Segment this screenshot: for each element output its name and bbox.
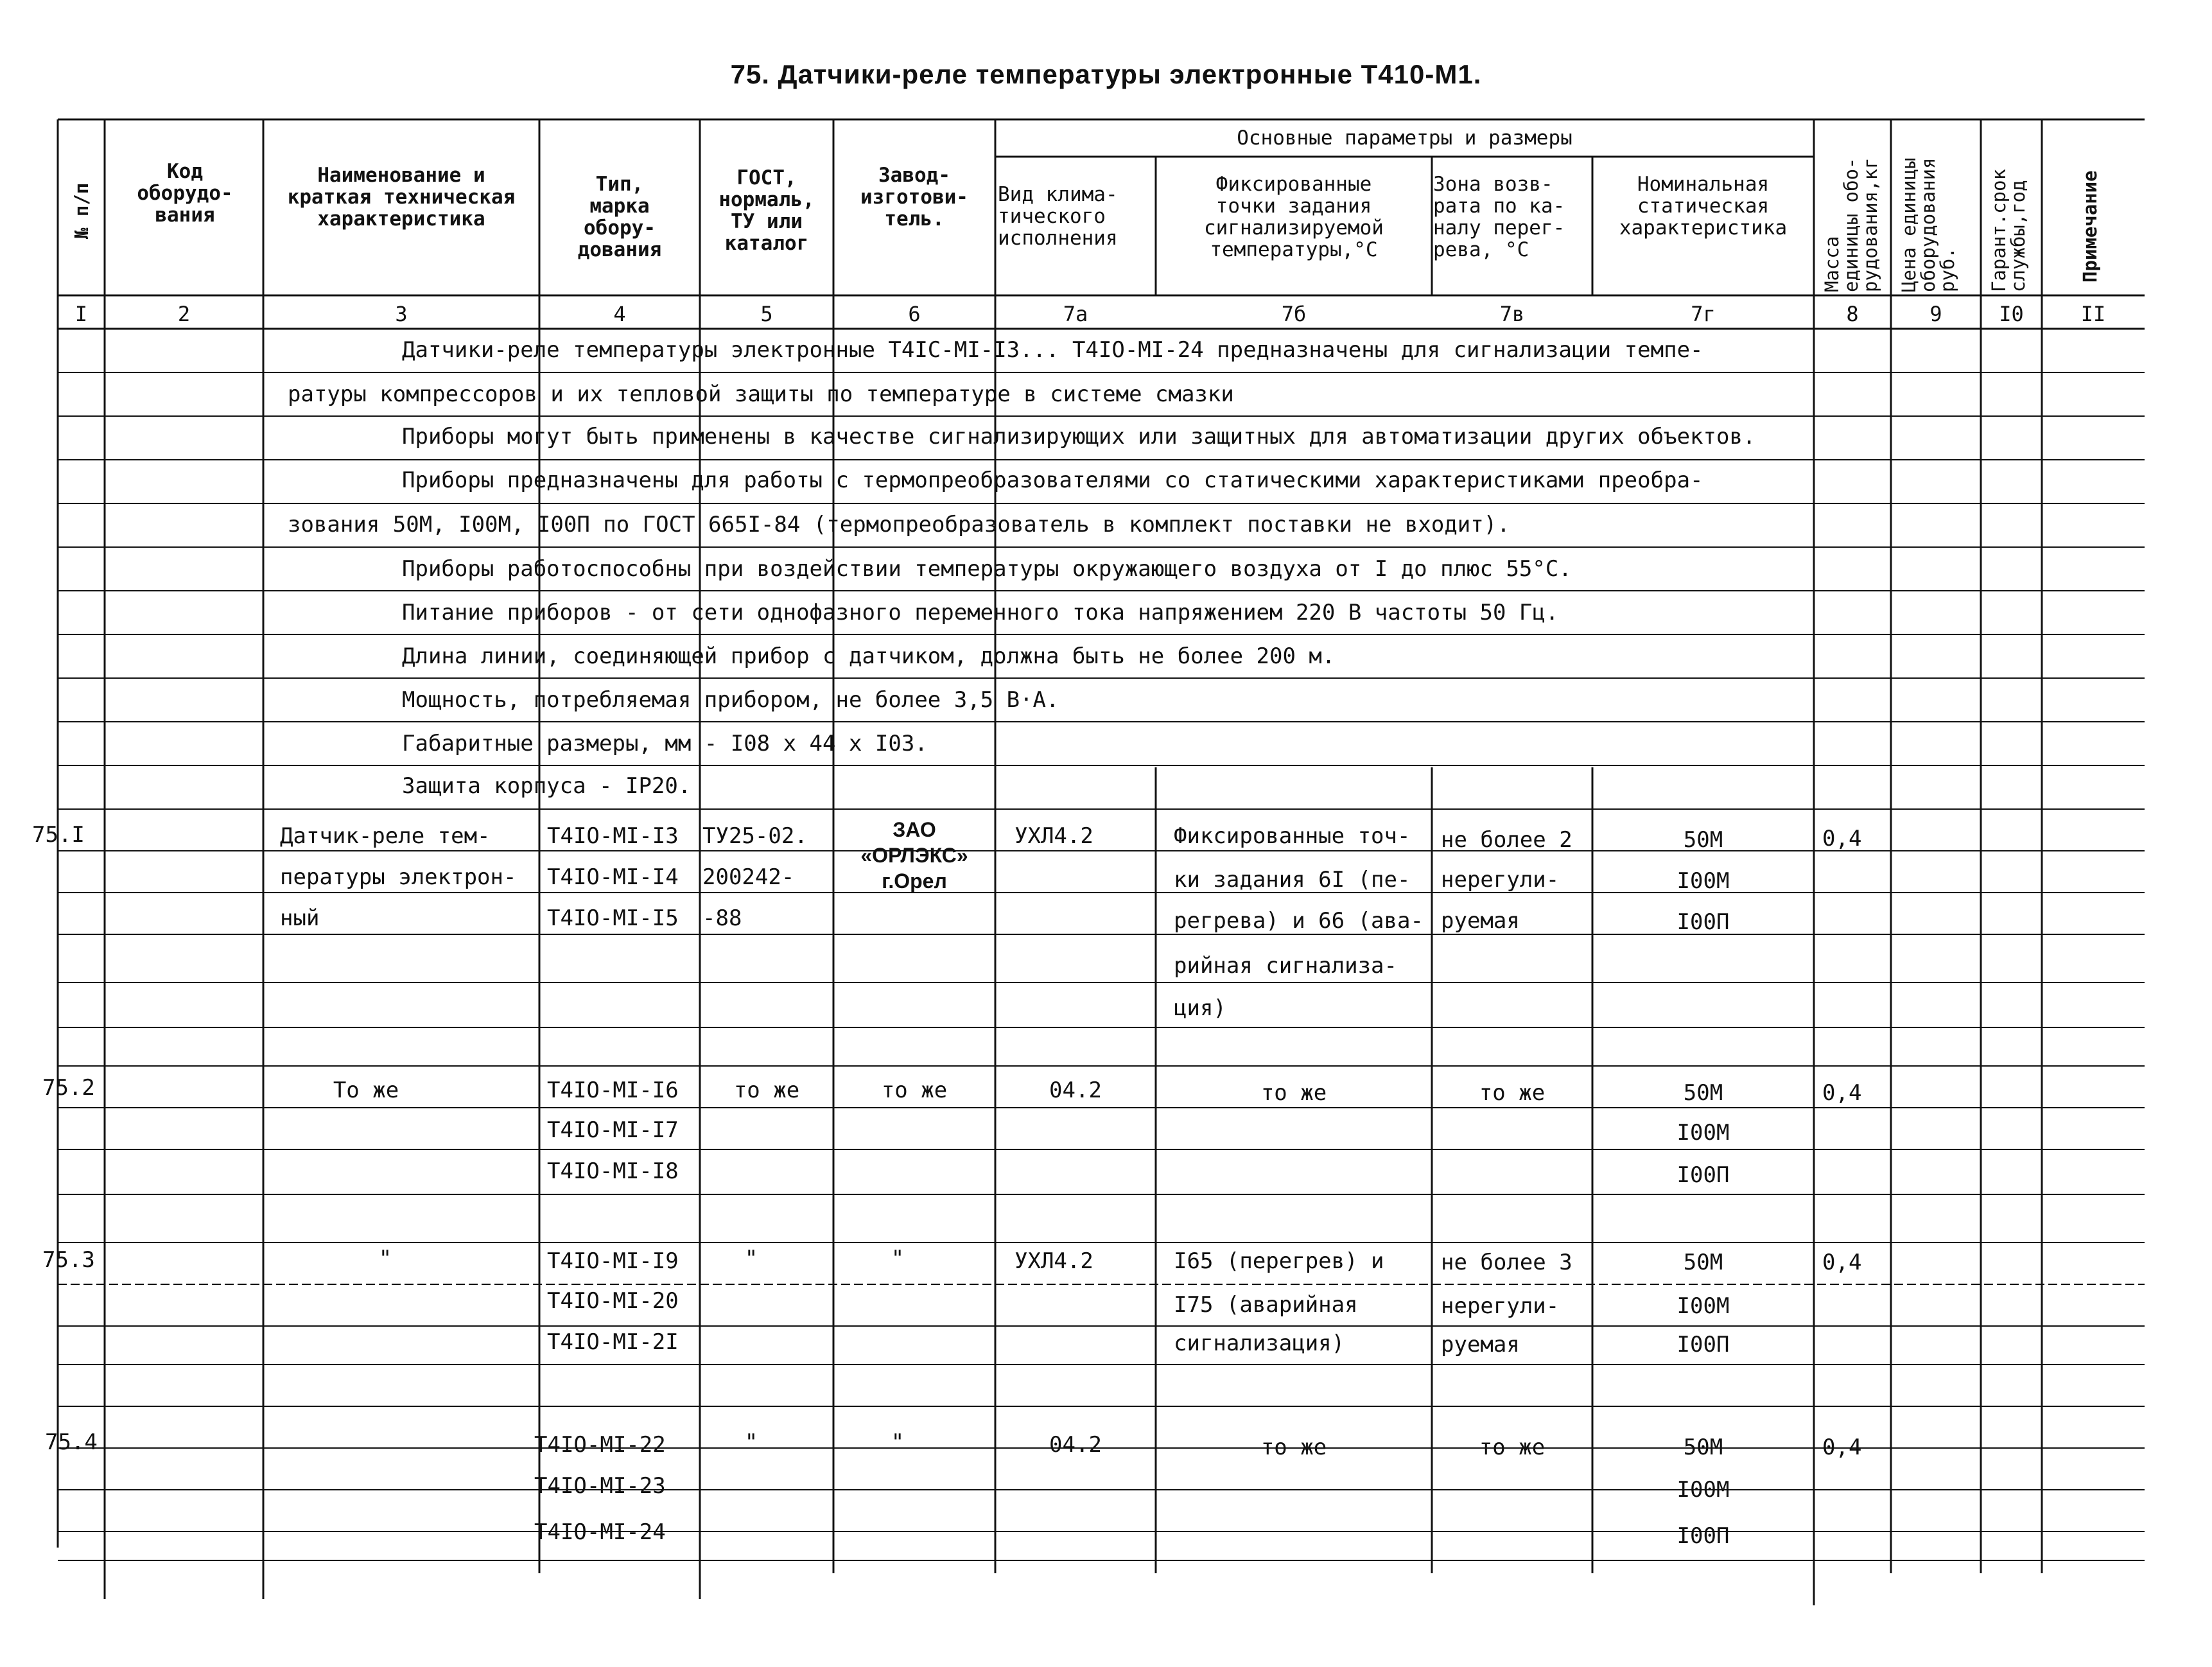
- row-type: Т4IО-МI-I5: [547, 905, 679, 931]
- row-char: I00П: [1676, 1523, 1730, 1549]
- description-line: Приборы могут быть применены в качестве сигнализирующих или защитных для автоматизации других объектов.: [402, 424, 1756, 449]
- col-number: II: [2080, 302, 2106, 326]
- row-mass: 0,4: [1822, 826, 1862, 851]
- row-climate: 04.2: [1049, 1078, 1102, 1103]
- row-points: то же: [1260, 1435, 1327, 1460]
- row-char: I00М: [1676, 1120, 1730, 1146]
- row-mass: 0,4: [1822, 1080, 1862, 1106]
- row-points: то же: [1260, 1080, 1327, 1106]
- description-line: Длина линии, соединяющей прибор с датчиком, должна быть не более 200 м.: [402, 643, 1336, 669]
- row-zone: руемая: [1441, 908, 1520, 934]
- description-line: Защита корпуса - IР20.: [402, 773, 692, 799]
- row-name: ": [378, 1246, 392, 1271]
- description-line: зования 50М, I00М, I00П по ГОСТ 665I-84 (термопреобразователь в комплект поставки не входит).: [288, 512, 1510, 537]
- row-type: Т4IО-МI-I9: [547, 1248, 679, 1274]
- row-type: Т4IО-МI-23: [534, 1473, 666, 1499]
- row-type: Т4IО-МI-24: [534, 1519, 666, 1545]
- col-number: 7г: [1691, 302, 1716, 326]
- header-type: Тип, марка обору- дования: [577, 173, 662, 261]
- row-char: I00П: [1676, 1332, 1730, 1357]
- row-points: Фиксированные точ-: [1174, 823, 1411, 849]
- col-number: 7в: [1499, 302, 1525, 326]
- row-number: 75.2: [42, 1075, 95, 1101]
- col-number: 6: [908, 302, 921, 326]
- col-number: 8: [1846, 302, 1859, 326]
- row-char: 50М: [1683, 1080, 1723, 1106]
- row-factory: ": [891, 1246, 905, 1271]
- row-zone: руемая: [1441, 1332, 1520, 1357]
- row-char: I00П: [1676, 909, 1730, 935]
- header-name: Наименование и краткая техническая характеристика: [287, 164, 516, 231]
- row-type: Т4IО-МI-20: [547, 1288, 679, 1314]
- row-name: ный: [280, 905, 320, 931]
- row-points: ки задания 6I (пе-: [1174, 867, 1411, 893]
- row-climate: УХЛ4.2: [1015, 823, 1093, 849]
- col-number: 3: [395, 302, 408, 326]
- row-char: 50М: [1683, 827, 1723, 853]
- col-number: 5: [760, 302, 773, 326]
- row-gost: ": [744, 1429, 758, 1455]
- row-name: Датчик-реле тем-: [280, 823, 491, 849]
- row-name: пературы электрон-: [280, 864, 517, 890]
- col-number: 7б: [1281, 302, 1307, 326]
- row-mass: 0,4: [1822, 1435, 1862, 1460]
- row-points: рийная сигнализа-: [1174, 953, 1397, 979]
- col-number: 7а: [1063, 302, 1088, 326]
- row-mass: 0,4: [1822, 1250, 1862, 1275]
- row-zone: то же: [1479, 1080, 1546, 1106]
- row-points: регрева) и 66 (ава-: [1174, 908, 1424, 934]
- header-fixed-points: Фиксированные точки задания сигнализируемой температуры,°C: [1204, 173, 1384, 261]
- description-line: Габаритные размеры, мм - I08 х 44 х I03.: [402, 731, 928, 756]
- row-char: I00М: [1676, 868, 1730, 894]
- row-gost: ": [744, 1246, 758, 1271]
- row-zone: нерегули-: [1441, 867, 1560, 893]
- header-gost: ГОСТ, нормаль, ТУ или каталог: [718, 166, 815, 255]
- row-climate: 04.2: [1049, 1432, 1102, 1458]
- row-points: I75 (аварийная: [1174, 1292, 1358, 1318]
- header-climate: Вид клима- тического исполнения: [998, 183, 1118, 250]
- row-type: Т4IО-МI-I8: [547, 1158, 679, 1184]
- row-number: 75.I: [32, 822, 85, 848]
- row-char: 50М: [1683, 1250, 1723, 1275]
- col-number: I: [74, 302, 88, 326]
- row-climate: УХЛ4.2: [1015, 1248, 1093, 1274]
- description-line: Датчики-реле температуры электронные Т4IС-МI-I3... Т4IО-МI-24 предназначены для сигнализации темпе-: [402, 337, 1703, 363]
- row-char: I00П: [1676, 1162, 1730, 1188]
- col-number: 2: [177, 302, 191, 326]
- row-char: I00М: [1676, 1477, 1730, 1503]
- row-gost: ТУ25-02.: [702, 823, 808, 849]
- row-factory: ЗАО «ОРЛЭКС» г.Орел: [860, 818, 968, 893]
- row-char: I00М: [1676, 1293, 1730, 1319]
- header-code: Код оборудо- вания: [137, 160, 233, 227]
- row-zone: нерегули-: [1441, 1293, 1560, 1319]
- row-zone: не более 2: [1441, 827, 1572, 853]
- col-number: I0: [1999, 302, 2024, 326]
- header-mass: Масса единицы обо- рудования,кг: [1821, 157, 1881, 292]
- header-return-zone: Зона возв- рата по ка- налу перег- рева, °C: [1433, 173, 1565, 261]
- row-name: То же: [333, 1078, 399, 1103]
- col-number: 9: [1929, 302, 1942, 326]
- row-type: Т4IО-МI-22: [534, 1432, 666, 1458]
- header-factory: Завод- изготови- тель.: [860, 164, 968, 231]
- row-char: 50М: [1683, 1435, 1723, 1460]
- header-price: Цена единицы оборудования руб.: [1898, 157, 1958, 292]
- description-line: Приборы предназначены для работы с термопреобразователями со статическими характеристиками преобра-: [402, 467, 1703, 493]
- row-gost: -88: [702, 905, 742, 931]
- row-type: Т4IО-МI-I4: [547, 864, 679, 890]
- row-zone: не более 3: [1441, 1250, 1572, 1275]
- row-points: ция): [1174, 995, 1226, 1021]
- row-factory: ": [891, 1429, 905, 1455]
- header-note: Примечание: [2079, 170, 2101, 283]
- header-params-group: Основные параметры и размеры: [1237, 127, 1572, 150]
- header-static-char: Номинальная статическая характеристика: [1619, 173, 1788, 240]
- row-type: Т4IО-МI-I3: [547, 823, 679, 849]
- description-line: Приборы работоспособны при воздействии температуры окружающего воздуха от I до плюс 55°С.: [402, 556, 1572, 582]
- row-number: 75.4: [45, 1429, 98, 1455]
- row-zone: то же: [1479, 1435, 1546, 1460]
- header-num: № п/п: [71, 182, 92, 239]
- row-points: I65 (перегрев) и: [1174, 1248, 1384, 1274]
- col-number: 4: [613, 302, 626, 326]
- row-type: Т4IО-МI-I6: [547, 1078, 679, 1103]
- row-gost: то же: [733, 1078, 800, 1103]
- row-factory: то же: [881, 1078, 948, 1103]
- row-type: Т4IО-МI-2I: [547, 1329, 679, 1355]
- description-line: Мощность, потребляемая прибором, не более 3,5 В·А.: [402, 687, 1059, 713]
- row-type: Т4IО-МI-I7: [547, 1117, 679, 1143]
- description-line: ратуры компрессоров и их тепловой защиты по температуре в системе смазки: [288, 381, 1234, 407]
- description-line: Питание приборов - от сети однофазного переменного тока напряжением 220 В частоты 50 Гц.: [402, 600, 1559, 625]
- header-warranty: Гарант.срок службы,год: [1988, 168, 2029, 292]
- row-points: сигнализация): [1174, 1331, 1345, 1356]
- page-title: 75. Датчики-реле температуры электронные Т410-М1.: [730, 59, 1482, 89]
- row-gost: 200242-: [702, 864, 795, 890]
- row-number: 75.3: [42, 1247, 95, 1273]
